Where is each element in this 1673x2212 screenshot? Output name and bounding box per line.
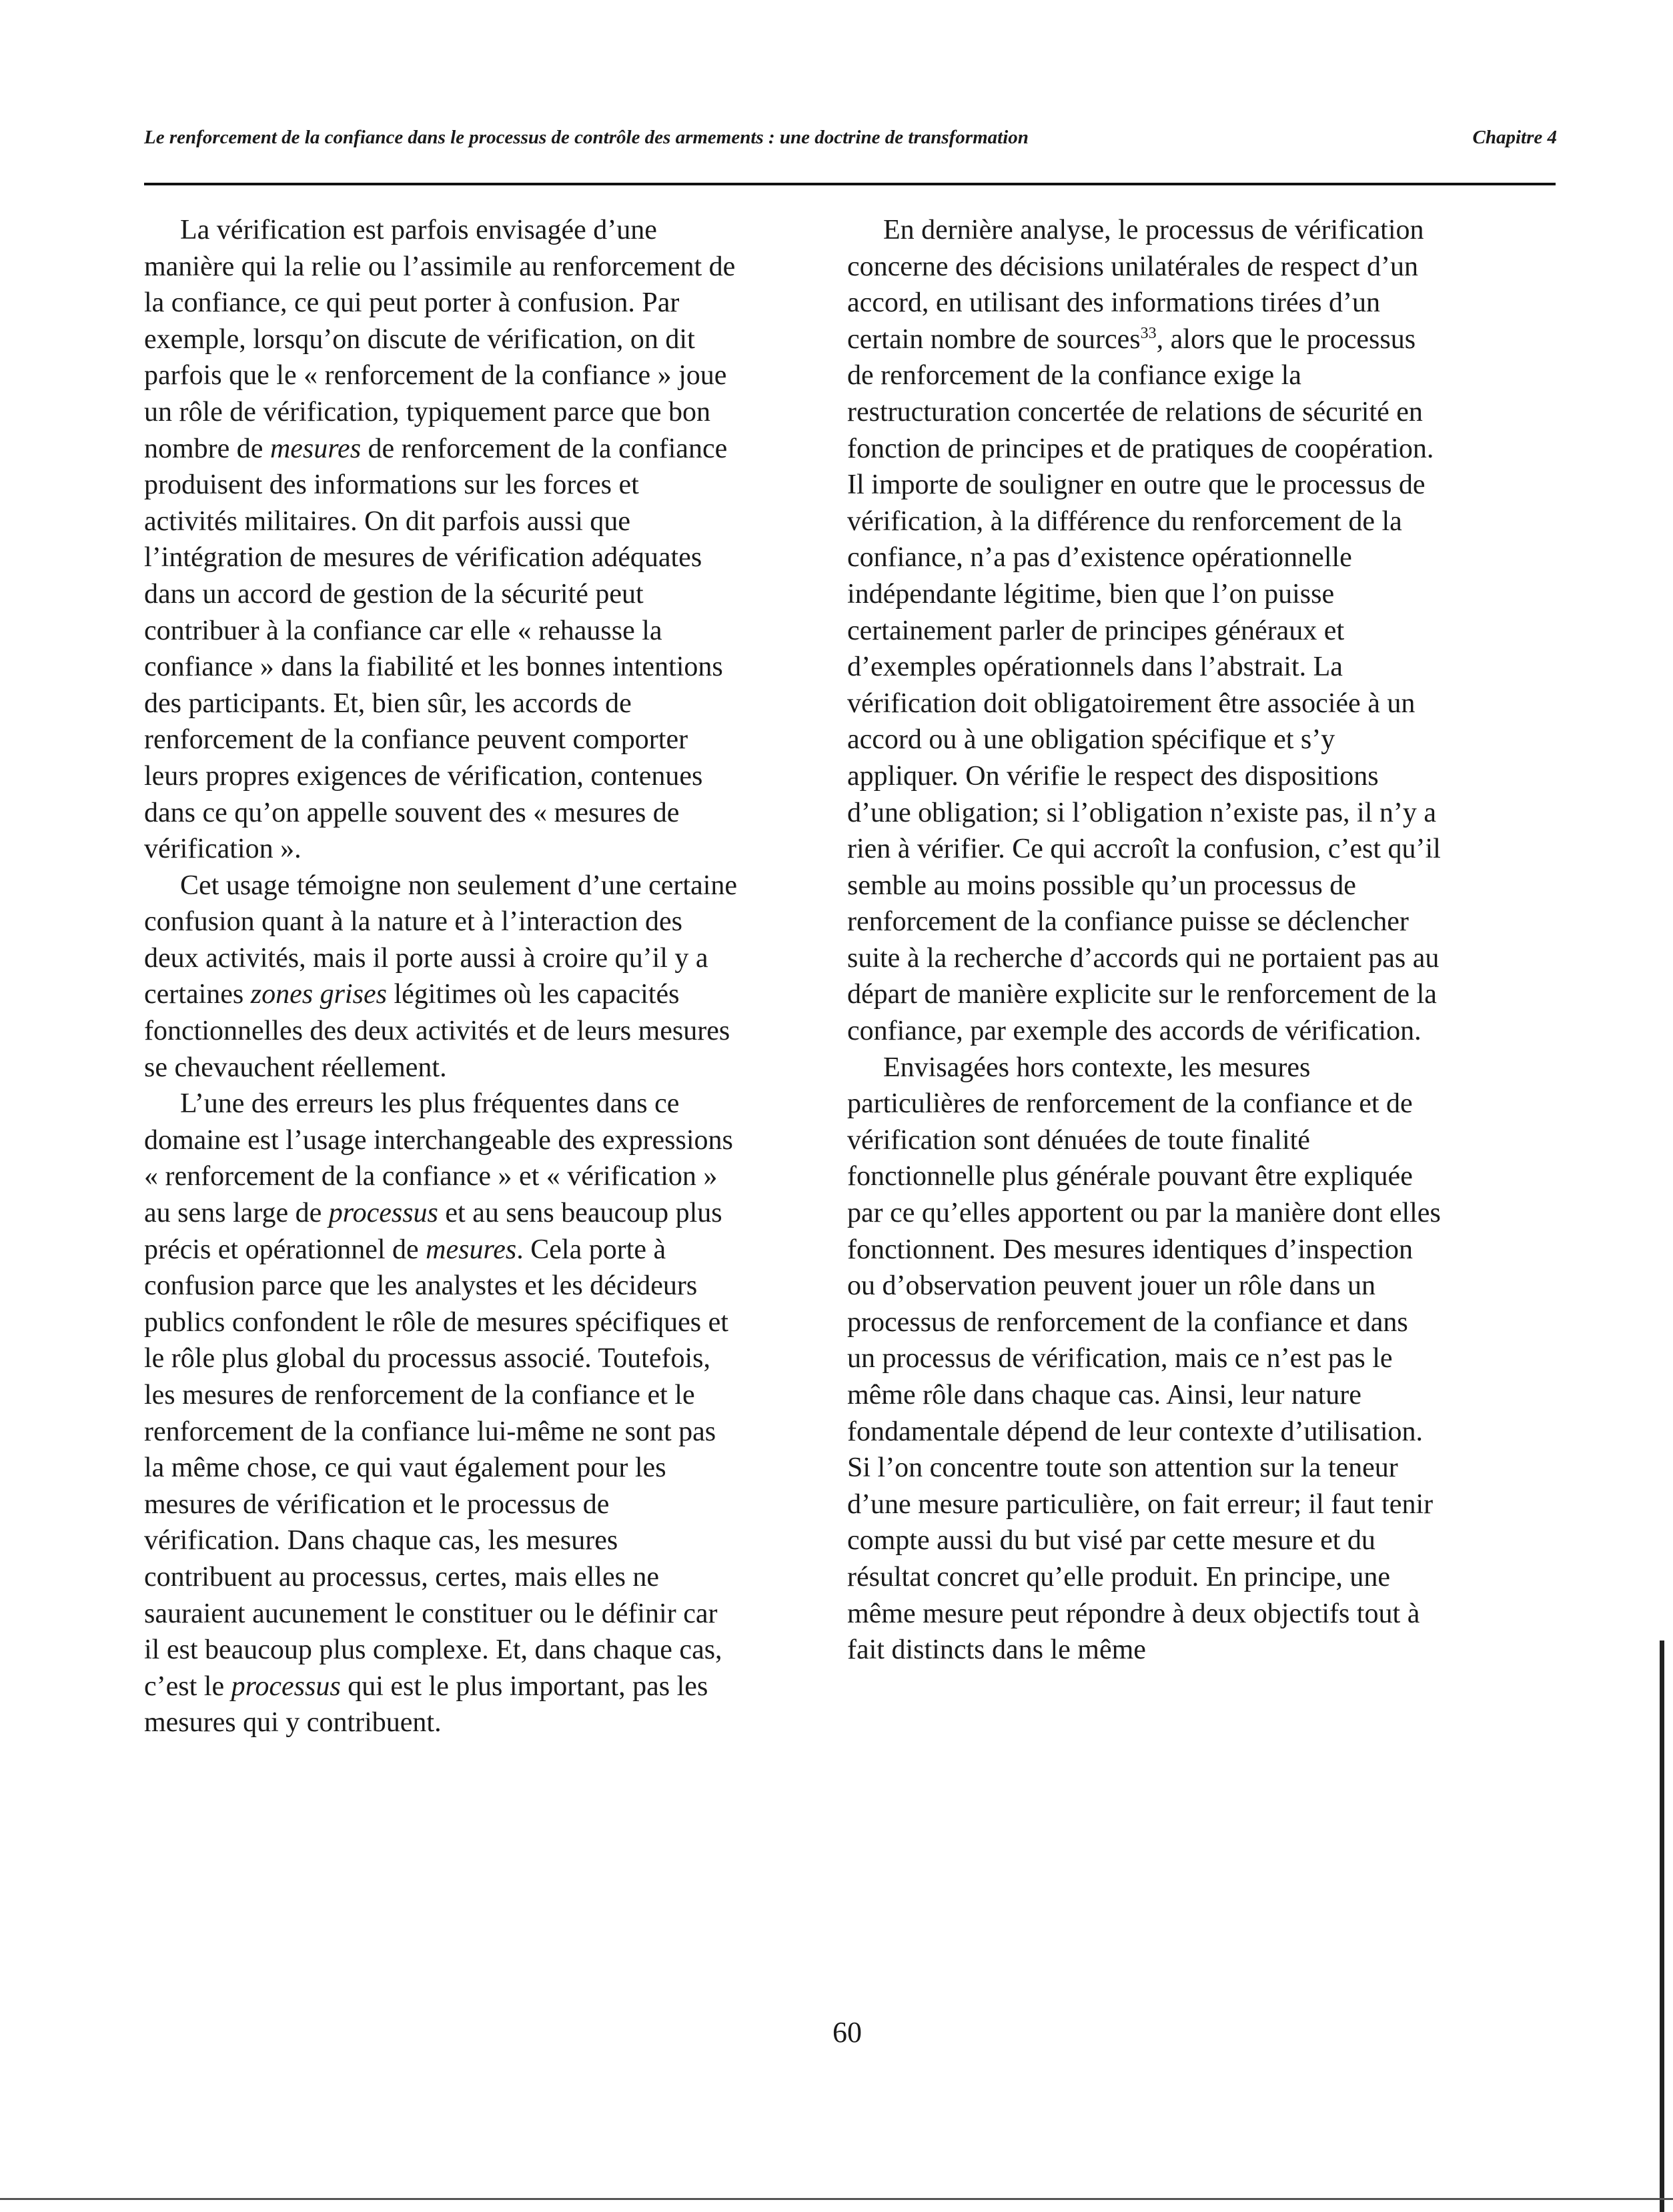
scan-edge-bottom [0,2198,1673,2200]
paragraph: Cet usage témoigne non seulement d’une certaine confusion quant à la nature et à l’interaction des deux activités, mais il porte aussi à croire qu’il y a certaines zones grises légitimes où les capacités fonctionnelles des deux activités et de leurs mesures se chevauchent réellement. [144,870,738,1083]
paragraph: L’une des erreurs les plus fréquentes dans ce domaine est l’usage interchangeable des expressions « renforcement de la confiance » et « vérification » au sens large de processus et au sens beaucoup plus précis et opérationnel de mesures. Cela porte à confusion parce que les analystes et les décideurs publics confondent le rôle de mesures spécifiques et le rôle plus global du processus associé. Toutefois, les mesures de renforcement de la confiance et le renforcement de la confiance lui-même ne sont pas la même chose, ce qui vaut également pour les mesures de vérification et le processus de vérification. Dans chaque cas, les mesures contribuent au processus, certes, mais elles ne sauraient aucunement le constituer ou le définir car il est beaucoup plus complexe. Et, dans chaque cas, c’est le processus qui est le plus important, pas les mesures qui y contribuent. [144,1088,733,1739]
header-rule [144,183,1556,185]
paragraph: Envisagées hors contexte, les mesures particulières de renforcement de la confiance et de vérification sont dénuées de toute finalité fonctionnelle plus générale pouvant être expliquée par ce qu’elles apportent ou par la manière dont elles fonctionnent. Des mesures identiques d’inspection ou d’observation peuvent jouer un rôle dans un processus de renforcement de la confiance et dans un processus de vérification, mais ce n’est pas le même rôle dans chaque cas. Ainsi, leur nature fondamentale dépend de leur contexte d’utilisation. Si l’on concentre toute son attention sur la teneur d’une mesure particulière, on fait erreur; il faut tenir compte aussi du but visé par cette mesure et du résultat concret qu’elle produit. En principe, une même mesure peut répondre à deux objectifs tout à fait distincts dans le même [847,1052,1441,1666]
left-column [144,212,738,1741]
right-column [847,212,1441,1669]
emphasis: zones grises [250,979,387,1010]
scan-edge-right [1660,1640,1664,2212]
running-header-title: Le renforcement de la confiance dans le processus de contrôle des armements : une doctrine de transformation [144,127,1029,148]
paragraph: En dernière analyse, le processus de vérification concerne des décisions unilatérales de respect d’un accord, en utilisant des informations tirées d’un certain nombre de sources$^{33}$, alors que le processus de renforcement de la confiance exige la restructuration concertée de relations de sécurité en fonction de principes et de pratiques de coopération. Il importe de souligner en outre que le processus de vérification, à la différence du renforcement de la confiance, n’a pas d’existence opérationnelle indépendante légitime, bien que l’on puisse certainement parler de principes généraux et d’exemples opérationnels dans l’abstrait. La vérification doit obligatoirement être associée à un accord ou à une obligation spécifique et s’y appliquer. On vérifie le respect des dispositions d’une obligation; si l’obligation n’existe pas, il n’y a rien à vérifier. Ce qui accroît la confusion, c’est qu’il semble au moins possible qu’un processus de renforcement de la confiance puisse se déclencher suite à la recherche d’accords qui ne portaient pas au départ de manière explicite sur le renforcement de la confiance, par exemple des accords de vérification. [847,215,1441,1047]
emphasis: mesures [426,1234,517,1265]
footnote-ref: 33 [1140,324,1157,342]
page-number: 60 [832,2016,862,2049]
running-header [144,127,1564,160]
paragraph: La vérification est parfois envisagée d’une manière qui la relie ou l’assimile au renforcement de la confiance, ce qui peut porter à confusion. Par exemple, lorsqu’on discute de vérification, on dit parfois que le « renforcement de la confiance » joue un rôle de vérification, typiquement parce que bon nombre de mesures de renforcement de la confiance produisent des informations sur les forces et activités militaires. On dit parfois aussi que l’intégration de mesures de vérification adéquates dans un accord de gestion de la sécurité peut contribuer à la confiance car elle « rehausse la confiance » dans la fiabilité et les bonnes intentions des participants. Et, bien sûr, les accords de renforcement de la confiance peuvent comporter leurs propres exigences de vérification, contenues dans ce qu’on appelle souvent des « mesures de vérification ». [144,215,736,865]
emphasis: processus [328,1198,438,1229]
running-header-chapter: Chapitre 4 [1472,127,1557,148]
emphasis: processus [231,1671,341,1702]
emphasis: mesures [269,433,362,464]
